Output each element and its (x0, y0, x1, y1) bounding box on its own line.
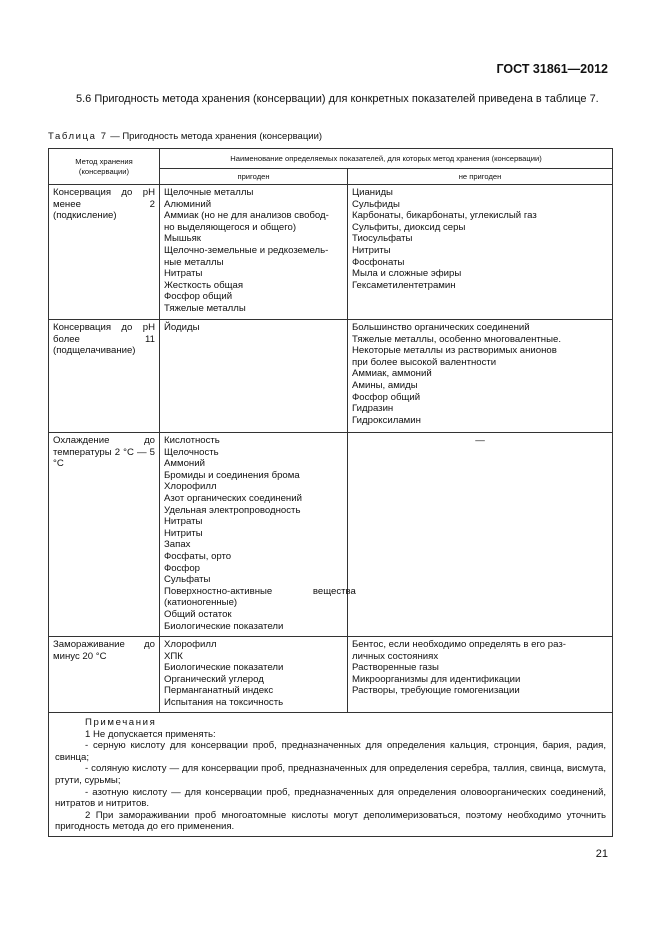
table-caption (48, 131, 322, 142)
list-item: Жесткость общая (164, 279, 244, 291)
list-item: Перманганатный индекс (164, 685, 274, 697)
list-item: Йодиды (164, 322, 200, 333)
row-method: Замораживание до минус 20 °С (49, 637, 160, 713)
list-item: Сульфиты, диоксид серы (352, 221, 466, 233)
list-item: Карбонаты, бикарбонаты, углекислый газ (352, 210, 537, 222)
list-item: Бромиды и соединения брома (164, 469, 300, 481)
list-item: Щелочность (164, 446, 219, 458)
dash-placeholder: — (475, 435, 485, 446)
row-unsuitable (348, 433, 613, 637)
list-item: Фосфор (164, 562, 200, 574)
list-item: Хлорофилл (164, 481, 217, 493)
list-item: Аммиак, аммоний (352, 368, 432, 380)
header-unsuitable: не пригоден (348, 169, 613, 185)
intro-paragraph: 5.6 Пригодность метода хранения (консервации) для конкретных показателей приведена в таблице 7. (76, 93, 599, 105)
notes-title: Примечания (85, 717, 157, 728)
list-item: Тяжелые металлы, особенно многовалентные. (352, 333, 561, 345)
list-item: Нитриты (352, 244, 391, 256)
table-row (49, 320, 613, 433)
list-item: Биологические показатели (164, 662, 284, 674)
document-standard-number: ГОСТ 31861—2012 (496, 62, 608, 76)
list-item: Микроорганизмы для идентификации (352, 673, 521, 685)
row-suitable (160, 433, 356, 637)
note-line: - азотную кислоту — для консервации проб, предназначенных для определения оловоорганических соединений, нитратов и нитритов. (55, 786, 607, 810)
list-item: Амины, амиды (352, 379, 418, 391)
list-item: Сульфаты (164, 574, 211, 586)
list-item: (катионогенные) (164, 597, 238, 609)
list-item: Нитриты (164, 527, 203, 539)
list-item: Нитраты (164, 516, 203, 528)
table-caption-text: — Пригодность метода хранения (консервации) (107, 131, 323, 142)
table-notes (49, 713, 613, 837)
list-item: Большинство органических соединений (352, 322, 530, 333)
list-item: Фосфор общий (352, 391, 421, 403)
list-item: Биологические показатели (164, 620, 284, 632)
list-item: при более высокой валентности (352, 356, 497, 368)
list-item: Цианиды (352, 187, 393, 198)
page-number: 21 (595, 848, 608, 860)
list-item: Хлорофилл (164, 639, 217, 650)
list-item: Гидразин (352, 403, 394, 415)
note-line: - серную кислоту для консервации проб, предназначенных для определения кальция, стронция, бария, радия, свинца; (55, 740, 607, 763)
header-method: Метод хранения (консервации) (49, 149, 160, 185)
list-item: Растворенные газы (352, 662, 439, 674)
list-item: Алюминий (164, 198, 212, 210)
row-suitable (160, 320, 348, 433)
list-item: Сульфиды (352, 198, 400, 210)
list-item: Тиосульфаты (352, 233, 413, 245)
list-item: Поверхностно-активные вещества (164, 585, 356, 597)
header-suitable: пригоден (160, 169, 348, 185)
row-method: Консервация до pH более 11 (подщелачивание) (49, 320, 160, 433)
list-item: Азот органических соединений (164, 492, 302, 504)
list-item: Щелочно-земельные и редкоземель- (164, 244, 329, 256)
list-item: Фосфор общий (164, 291, 233, 303)
row-unsuitable (348, 637, 613, 713)
row-method: Охлаждение до температуры 2 °С — 5 °С (49, 433, 160, 637)
row-method: Консервация до pH менее 2 (подкисление) (49, 185, 160, 320)
list-item: Мыла и сложные эфиры (352, 268, 462, 280)
list-item: но выделяющегося и общего) (164, 221, 297, 233)
table-row (49, 433, 613, 637)
table-row (49, 637, 613, 713)
header-group: Наименование определяемых показателей, для которых метод хранения (консервации) (160, 149, 613, 169)
list-item: Запах (164, 539, 191, 551)
list-item: Мышьяк (164, 233, 201, 245)
row-suitable (160, 185, 348, 320)
list-item: Органический углерод (164, 673, 264, 685)
list-item: Испытания на токсичность (164, 696, 284, 708)
list-item: Растворы, требующие гомогенизации (352, 685, 520, 697)
list-item: Общий остаток (164, 608, 232, 620)
preservation-table (48, 148, 613, 837)
list-item: Нитраты (164, 268, 203, 280)
note-line: - соляную кислоту — для консервации проб, предназначенных для определения серебра, таллия, свинца, висмута, ртути, сурьмы; (55, 763, 607, 786)
table-row (49, 185, 613, 320)
list-item: Тяжелые металлы (164, 302, 246, 314)
row-suitable (160, 637, 348, 713)
list-item: личных состояниях (352, 650, 439, 662)
table-caption-label: Таблица 7 (48, 131, 108, 142)
list-item: Аммоний (164, 458, 205, 470)
row-unsuitable (348, 320, 613, 433)
list-item: Гексаметилентетрамин (352, 279, 456, 291)
row-unsuitable (348, 185, 613, 320)
list-item: Щелочные металлы (164, 187, 254, 198)
list-item: Фосфаты, орто (164, 550, 232, 562)
list-item: Кислотность (164, 435, 220, 446)
note-line: 1 Не допускается применять: (85, 728, 216, 740)
list-item: ХПК (164, 650, 183, 662)
list-item: Бентос, если необходимо определять в его раз- (352, 639, 566, 650)
notes-row (49, 713, 613, 837)
list-item: Фосфонаты (352, 256, 405, 268)
list-item: ные металлы (164, 256, 224, 268)
list-item: Удельная электропроводность (164, 504, 301, 516)
list-item: Гидроксиламин (352, 414, 421, 426)
list-item: Некоторые металлы из растворимых анионов (352, 345, 557, 357)
list-item: Аммиак (но не для анализов свобод- (164, 210, 329, 222)
note-line: 2 При замораживании проб многоатомные кислоты могут деполимеризоваться, поэтому необходимо уточнить пригодность метода до его применения. (55, 809, 607, 833)
